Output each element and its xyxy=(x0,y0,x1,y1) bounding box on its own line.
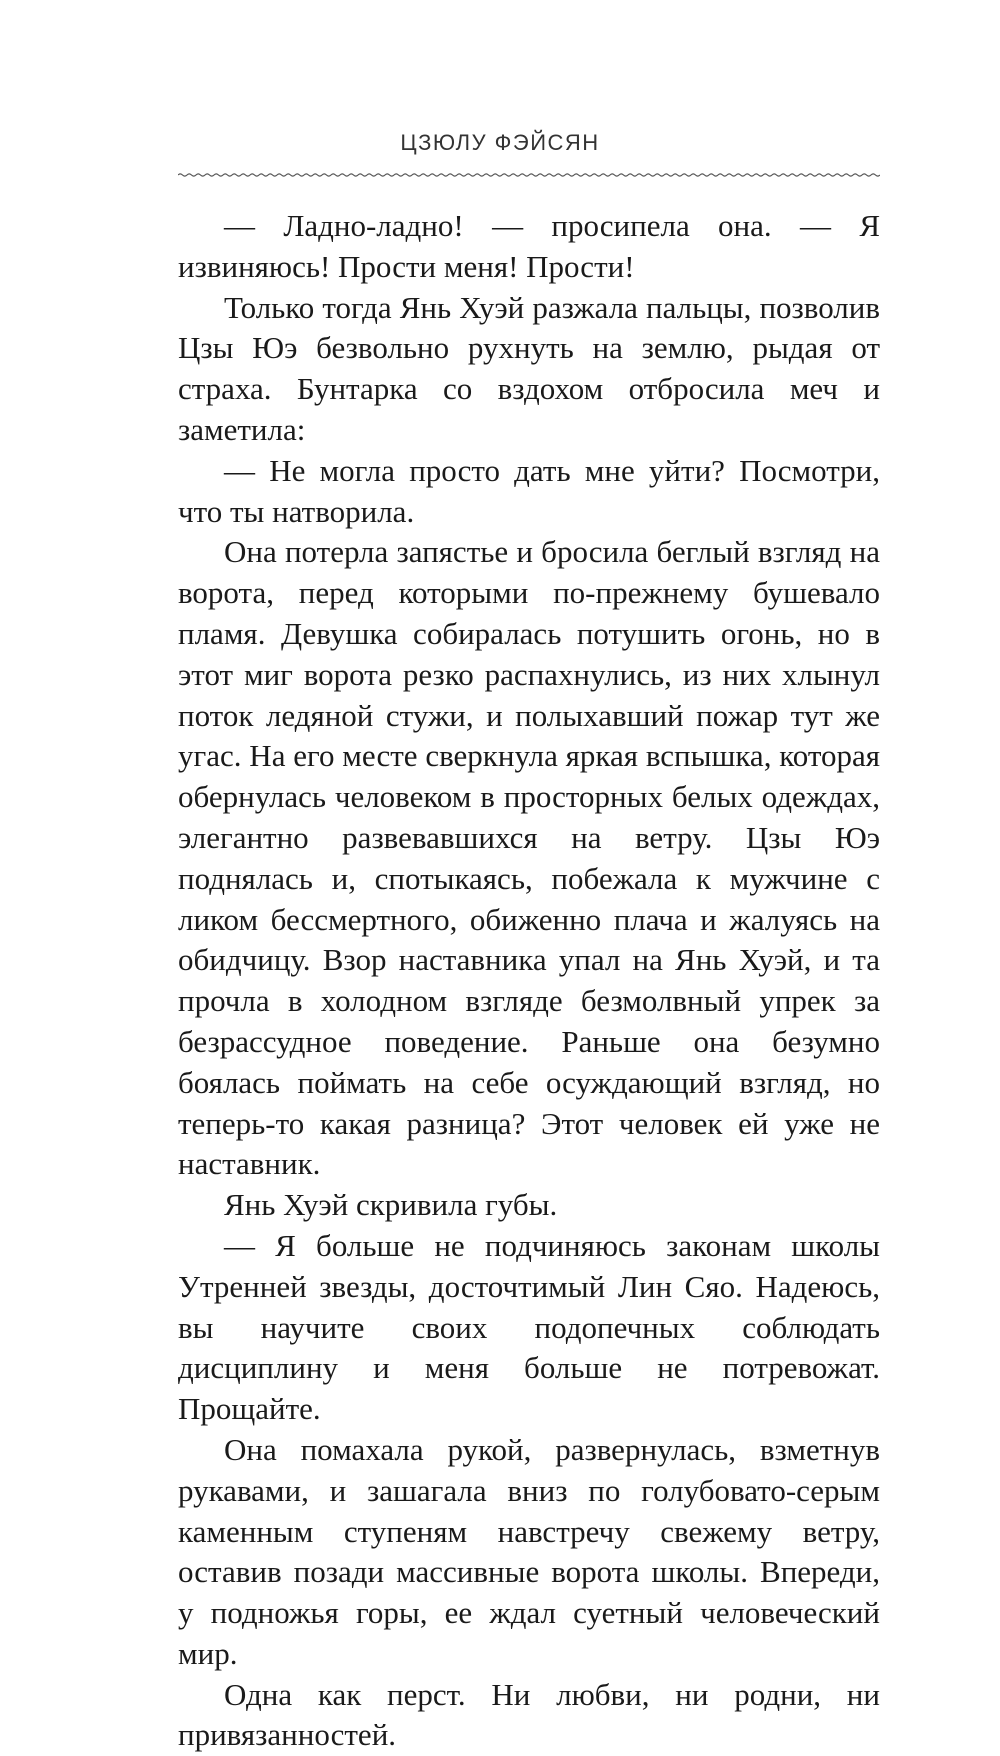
paragraph: Она потерла запястье и бросила беглый взгляд на ворота, перед которыми по-прежнему бушевало пламя. Девушка собиралась потушить огонь, но в этот миг ворота резко распахнулись, из них хлынул поток ледяной стужи, и полыхавший пожар тут же угас. На его месте сверкнула яркая вспышка, которая обернулась человеком в просторных белых одеждах, элегантно развевавшихся на ветру. Цзы Юэ поднялась и, спотыкаясь, побежала к мужчине с ликом бессмертного, обиженно плача и жалуясь на обидчицу. Взор наставника упал на Янь Хуэй, и та прочла в холодном взгляде безмолвный упрек за безрассудное поведение. Раньше она безумно боялась поймать на себе осуждающий взгляд, но теперь-то какая разница? Этот человек ей уже не наставник. xyxy=(178,534,880,1182)
running-header-title: ЦЗЮЛУ ФЭЙСЯН xyxy=(400,130,600,155)
body-text xyxy=(178,206,880,1756)
paragraph: Только тогда Янь Хуэй разжала пальцы, позволив Цзы Юэ безвольно рухнуть на землю, рыдая от страха. Бунтарка со вздохом отбросила меч и заметила: xyxy=(178,289,880,447)
paragraph: — Ладно-ладно! — просипела она. — Я извиняюсь! Прости меня! Прости! xyxy=(178,208,880,284)
paragraph: — Я больше не подчиняюсь законам школы Утренней звезды, досточтимый Лин Сяо. Надеюсь, вы научите своих подопечных соблюдать дисциплину и меня больше не потревожат. Прощайте. xyxy=(178,1227,880,1427)
wavy-divider-rule xyxy=(178,170,880,180)
paragraph: Янь Хуэй скривила губы. xyxy=(224,1187,558,1223)
paragraph: — Не могла просто дать мне уйти? Посмотри, что ты натворила. xyxy=(178,452,880,529)
paragraph: Одна как перст. Ни любви, ни родни, ни привязанностей. xyxy=(178,1676,880,1753)
paragraph: Она помахала рукой, развернулась, взметнув рукавами, и зашагала вниз по голубовато-серым каменным ступеням навстречу свежему ветру, оставив позади массивные ворота школы. Впереди, у подножья горы, ее ждал суетный человеческий мир. xyxy=(178,1431,880,1671)
